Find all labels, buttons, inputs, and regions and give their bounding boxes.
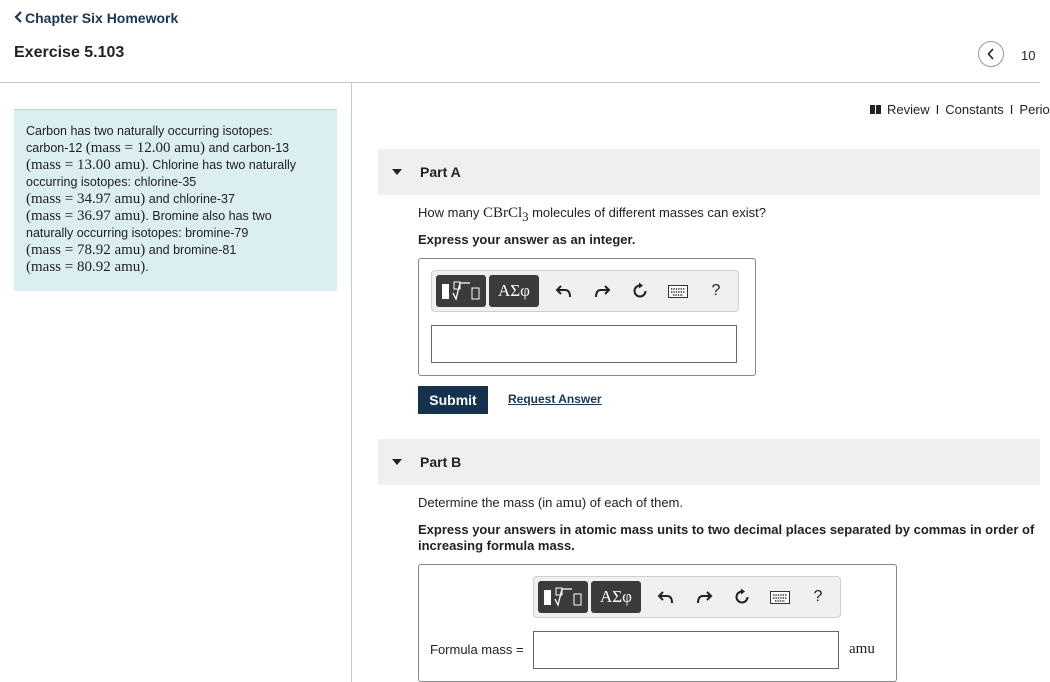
pane-divider [351,83,352,682]
collapse-triangle-icon [392,459,402,465]
back-to-chapter-link[interactable] [14,10,178,26]
part-a-header[interactable] [378,149,1040,195]
periodic-table-link[interactable]: Perio [1019,102,1050,117]
problem-text: occurring isotopes: chlorine-35 [26,175,197,189]
formula-main: CBrCl [483,205,523,221]
chemical-formula [483,205,529,224]
math-expression: (mass = 12.00 amu) [85,140,206,156]
templates-icon [542,586,584,608]
part-b-answer-input[interactable] [533,631,839,669]
back-link-label: Chapter Six Homework [25,10,179,26]
reset-button[interactable] [723,588,761,606]
undo-icon [658,590,674,604]
previous-item-button[interactable] [978,41,1004,67]
question-text: Determine the mass (in [418,495,556,510]
amu-unit-label: amu [849,641,875,657]
separator: I [1009,102,1014,117]
problem-statement [14,109,337,291]
problem-text: and chlorine-37 [145,192,235,206]
problem-text: carbon-12 [26,141,86,155]
problem-text: and carbon-13 [205,141,290,155]
templates-button[interactable] [436,275,486,307]
submit-button[interactable]: Submit [418,386,488,414]
math-expression: (mass = 80.92 amu) [26,259,146,275]
part-a-answer-input[interactable] [431,325,737,363]
collapse-triangle-icon [392,169,402,175]
greek-symbols-button[interactable]: ΑΣφ [489,275,539,307]
constants-link[interactable]: Constants [945,102,1004,117]
unit-text: amu [556,495,582,511]
redo-button[interactable] [583,284,621,298]
problem-text: naturally occurring isotopes: bromine-79 [26,226,249,240]
math-expression: (mass = 36.97 amu) [26,208,146,224]
problem-text: and bromine-81 [145,243,237,257]
chevron-left-icon [14,11,23,26]
part-a-label: Part A [420,164,461,180]
part-b-question [418,495,683,512]
book-icon [870,105,881,114]
part-b-instruction: Express your answers in atomic mass units to two decimal places separated by commas in order of increasing formula mass. [418,522,1035,553]
reset-button[interactable] [621,282,659,300]
page-title: Exercise 5.103 [14,44,125,61]
problem-text: Carbon has two naturally occurring isotopes: [26,124,273,138]
undo-button[interactable] [545,284,583,298]
greek-symbols-button[interactable]: ΑΣφ [591,581,641,613]
part-a-question [418,205,766,225]
reset-icon [631,282,649,300]
redo-icon [594,284,610,298]
keyboard-button[interactable] [761,591,799,604]
part-b-math-toolbar [533,576,841,618]
keyboard-button[interactable] [659,285,697,298]
separator: I [935,102,940,117]
help-button[interactable]: ? [813,588,823,605]
question-text: How many [418,205,484,220]
part-a-instruction: Express your answer as an integer. [418,232,636,247]
request-answer-link[interactable]: Request Answer [508,392,602,406]
problem-text: . [145,260,149,274]
keyboard-icon [770,591,790,604]
part-b-header[interactable] [378,439,1040,485]
keyboard-icon [668,285,688,298]
review-link[interactable]: Review [887,102,930,117]
problem-text: . Chlorine has two naturally [145,158,297,172]
part-a-math-toolbar [431,270,739,312]
redo-button[interactable] [685,590,723,604]
math-expression: (mass = 78.92 amu) [26,242,146,258]
problem-text: . Bromine also has two [145,209,272,223]
reset-icon [733,588,751,606]
help-button[interactable]: ? [711,282,721,299]
chevron-left-icon [987,48,995,60]
templates-button[interactable] [538,581,588,613]
math-expression: (mass = 34.97 amu) [26,191,146,207]
resource-links [870,102,1050,117]
math-expression: (mass = 13.00 amu) [26,157,146,173]
undo-icon [556,284,572,298]
formula-subscript: 3 [522,210,529,224]
header-divider [0,82,1040,83]
formula-mass-label: Formula mass = [430,642,524,657]
part-b-label: Part B [420,454,462,470]
question-text: ) of each of them. [581,495,683,510]
redo-icon [696,590,712,604]
question-text: molecules of different masses can exist? [528,205,766,220]
undo-button[interactable] [647,590,685,604]
templates-icon [440,280,482,302]
page-number: 10 [1021,48,1036,63]
